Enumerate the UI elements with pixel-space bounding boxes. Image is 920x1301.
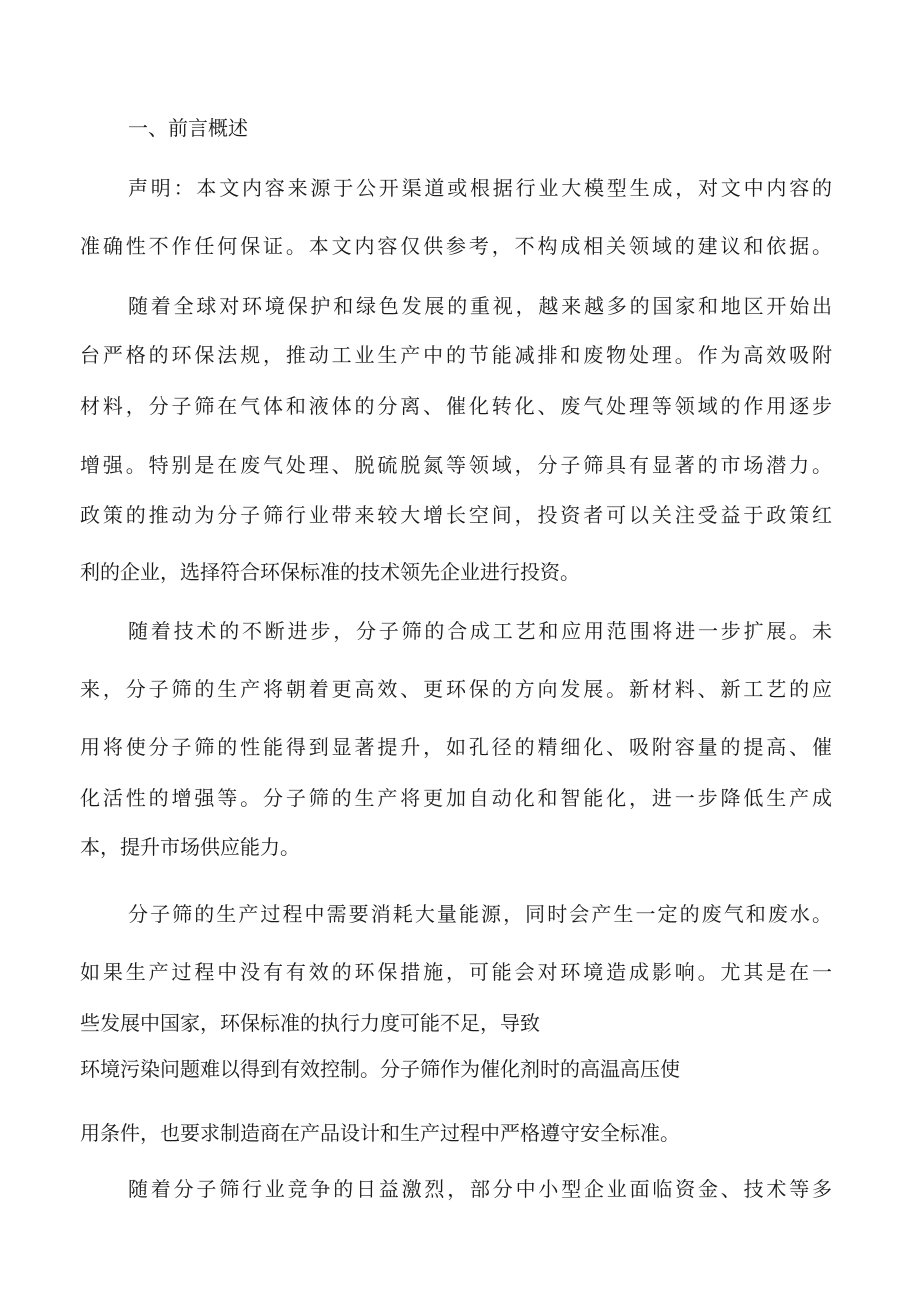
paragraph-line: 如果生产过程中没有有效的环保措施，可能会对环境造成影响。尤其是在一: [80, 960, 832, 984]
paragraph-line: 用将使分子筛的性能得到显著提升，如孔径的精细化、吸附容量的提高、催: [80, 735, 832, 759]
section-heading: 一、前言概述: [128, 116, 248, 140]
paragraph-line: 用条件，也要求制造商在产品设计和生产过程中严格遵守安全标准。: [80, 1121, 680, 1145]
paragraph-line: 材料，分子筛在气体和液体的分离、催化转化、废气处理等领域的作用逐步: [80, 394, 832, 418]
paragraph-line: 利的企业，选择符合环保标准的技术领先企业进行投资。: [80, 560, 580, 584]
paragraph-line: 政策的推动为分子筛行业带来较大增长空间，投资者可以关注受益于政策红: [80, 503, 832, 527]
paragraph-line: 随着全球对环境保护和绿色发展的重视，越来越多的国家和地区开始出: [128, 294, 832, 318]
paragraph-line: 些发展中国家，环保标准的执行力度可能不足，导致: [80, 1011, 540, 1035]
paragraph-line: 准确性不作任何保证。本文内容仅供参考，不构成相关领域的建议和依据。: [80, 234, 832, 258]
paragraph-line: 环境污染问题难以得到有效控制。分子筛作为催化剂时的高温高压使: [80, 1057, 680, 1081]
paragraph-line: 随着分子筛行业竞争的日益激烈，部分中小型企业面临资金、技术等多: [128, 1177, 832, 1201]
paragraph-line: 化活性的增强等。分子筛的生产将更加自动化和智能化，进一步降低生产成: [80, 786, 832, 810]
paragraph-line: 声明：本文内容来源于公开渠道或根据行业大模型生成，对文中内容的: [128, 176, 832, 200]
paragraph-line: 增强。特别是在废气处理、脱硫脱氮等领域，分子筛具有显著的市场潜力。: [80, 453, 832, 477]
paragraph-line: 随着技术的不断进步，分子筛的合成工艺和应用范围将进一步扩展。未: [128, 619, 832, 643]
paragraph-line: 本，提升市场供应能力。: [80, 835, 300, 859]
paragraph-line: 分子筛的生产过程中需要消耗大量能源，同时会产生一定的废气和废水。: [128, 902, 832, 926]
paragraph-line: 台严格的环保法规，推动工业生产中的节能减排和废物处理。作为高效吸附: [80, 343, 832, 367]
paragraph-line: 来，分子筛的生产将朝着更高效、更环保的方向发展。新材料、新工艺的应: [80, 677, 832, 701]
